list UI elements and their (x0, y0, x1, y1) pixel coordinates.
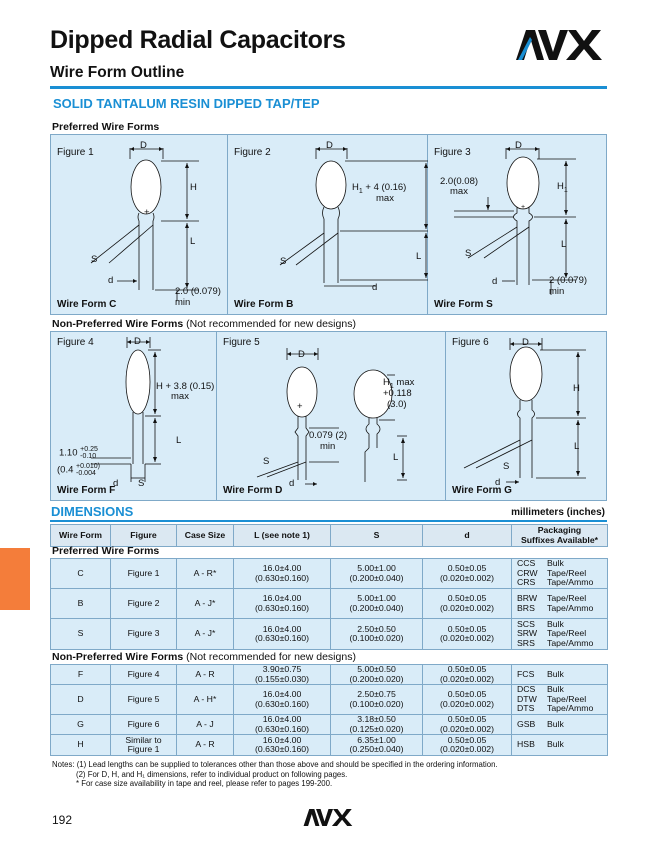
dim-d: D (298, 349, 305, 360)
cell-s: 6.35±1.00 (0.250±0.040) (331, 735, 423, 756)
col-packaging (512, 525, 608, 547)
wire-form-s-label: Wire Form S (434, 299, 493, 310)
dim-l: L (176, 435, 182, 446)
cell-l: 16.0±4.00 (0.630±0.160) (234, 589, 331, 619)
figure-2-drawing (228, 135, 428, 316)
dimensions-title: DIMENSIONS (51, 504, 134, 519)
table-row (51, 735, 608, 756)
dim-lead-d: d (372, 282, 378, 293)
cell-case-size: A - H* (177, 685, 234, 715)
nonpreferred-wire-forms-label (52, 318, 356, 330)
dim-h-max: max (171, 391, 189, 402)
figure-3-label: Figure 3 (434, 147, 471, 158)
cell-case-size: A - J (177, 715, 234, 735)
table-row (51, 715, 608, 735)
cell-l: 16.0±4.00 (0.630±0.160) (234, 619, 331, 650)
dim-h1-plus: +0.118 (383, 388, 412, 399)
col-figure: Figure (111, 525, 177, 547)
cell-l: 3.90±0.75 (0.155±0.030) (234, 665, 331, 685)
cell-s: 5.00±0.50 (0.200±0.020) (331, 665, 423, 685)
cell-l: 16.0±4.00 (0.630±0.160) (234, 715, 331, 735)
suffix-line: CRS Tape/Ammo (517, 577, 594, 588)
group-preferred-label (52, 545, 159, 557)
cell-s: 2.50±0.75 (0.100±0.020) (331, 685, 423, 715)
suffix-line: DTS Tape/Ammo (517, 703, 594, 714)
cell-suffixes (512, 619, 608, 650)
note-3: * For case size availability in tape and reel, please refer to pages 199-200. (76, 779, 333, 789)
figure-5-label: Figure 5 (223, 337, 260, 348)
cell-figure: Figure 4 (111, 665, 177, 685)
figure-3-panel (428, 135, 608, 314)
dim-lead-d: d (492, 276, 498, 287)
dim-l: L (393, 452, 399, 463)
group-nonpreferred-note: (Not recommended for new designs) (186, 651, 356, 663)
dim-h1-sub: 1 (389, 382, 394, 390)
cell-suffixes (512, 685, 608, 715)
dim-lead-d: d (108, 275, 114, 286)
dimensions-table-header (50, 524, 608, 547)
table-row (51, 559, 608, 589)
dim-h: H (573, 383, 580, 394)
dim-w1-value: 1.10 (59, 447, 78, 459)
dim-h1 (557, 181, 568, 196)
cell-s: 5.00±1.00 (0.200±0.040) (331, 589, 423, 619)
dim-l: L (561, 239, 567, 250)
dim-w2-tol-plus: +0.010) (76, 463, 100, 470)
dim-d: D (326, 140, 333, 151)
dim-lead-d: d (289, 478, 295, 489)
cell-wire-form: D (51, 685, 111, 715)
dim-lead-kink-min: min (175, 297, 191, 308)
dim-h1-sub: 1 (563, 186, 568, 194)
dim-s: S (263, 456, 270, 467)
figure-2-label: Figure 2 (234, 147, 271, 158)
note-1: Notes: (1) Lead lengths can be supplied to tolerances other than those above and should be specified in the ordering information. (52, 760, 498, 769)
dim-w1 (59, 446, 98, 460)
cell-wire-form: B (51, 589, 111, 619)
polarity-plus: + (144, 207, 150, 218)
dim-lead-d: d (495, 477, 501, 488)
cell-d: 0.50±0.05 (0.020±0.002) (423, 559, 512, 589)
col-packaging-line2: Suffixes Available* (520, 534, 599, 545)
dim-s: S (280, 256, 287, 267)
cell-l: 16.0±4.00 (0.630±0.160) (234, 685, 331, 715)
dim-h1-sub: 1 (358, 187, 363, 195)
table-row (51, 665, 608, 685)
polarity-plus: + (297, 401, 303, 412)
suffix-line: CCS Bulk (517, 558, 564, 569)
dim-s: S (138, 478, 145, 489)
figure-6-drawing (446, 332, 608, 502)
dim-top-max: max (450, 186, 468, 197)
figure-5-panel (217, 332, 446, 500)
cell-wire-form: C (51, 559, 111, 589)
dim-h-expr: H + 3.8 (0.15) (156, 381, 215, 392)
dim-lead-kink: 2 (0.079) (549, 275, 588, 286)
header-rule (50, 86, 607, 89)
cell-d: 0.50±0.05 (0.020±0.002) (423, 685, 512, 715)
dim-d: D (140, 140, 147, 151)
cell-suffixes (512, 589, 608, 619)
col-d: d (423, 525, 512, 547)
dim-s: S (465, 248, 472, 259)
cell-s: 3.18±0.50 (0.125±0.020) (331, 715, 423, 735)
section-tab (0, 548, 30, 610)
note-2: (2) For D, H, and H₁ dimensions, refer to individual product on following pages. (76, 769, 348, 779)
col-s: S (331, 525, 423, 547)
cell-suffixes (512, 735, 608, 756)
cell-case-size: A - R (177, 665, 234, 685)
group-preferred-text: Preferred Wire Forms (52, 545, 160, 557)
cell-suffixes (512, 665, 608, 685)
col-l: L (see note 1) (234, 525, 331, 547)
cell-case-size: A - J* (177, 589, 234, 619)
table-row (51, 619, 608, 650)
suffix-line: FCS Bulk (517, 668, 564, 679)
col-packaging-line1: Packaging (537, 525, 582, 536)
col-case-size: Case Size (177, 525, 234, 547)
figure-4-label: Figure 4 (57, 337, 94, 348)
cell-figure: Figure 6 (111, 715, 177, 735)
figure-2-panel (228, 135, 428, 314)
nonpreferred-figures-row (50, 331, 607, 501)
page-number: 192 (52, 813, 73, 827)
nonpreferred-label-bold: Non-Preferred Wire Forms (52, 318, 184, 330)
dim-d: D (515, 140, 522, 151)
dim-lead-kink: 2.0 (0.079) (175, 286, 221, 297)
cell-case-size: A - J* (177, 619, 234, 650)
section-heading: SOLID TANTALUM RESIN DIPPED TAP/TEP (53, 96, 320, 111)
wire-form-d-label: Wire Form D (223, 485, 283, 496)
dim-kink: 0.079 (2) (309, 430, 348, 441)
dim-lead-kink-min: min (549, 286, 565, 297)
cell-case-size: A - R (177, 735, 234, 756)
table-row (51, 685, 608, 715)
cell-d: 0.50±0.05 (0.020±0.002) (423, 735, 512, 756)
figure-4-panel (51, 332, 217, 500)
cell-s: 5.00±1.00 (0.200±0.040) (331, 559, 423, 589)
suffix-line: DTW Tape/Reel (517, 693, 587, 704)
dim-d: D (522, 337, 529, 348)
figure-6-panel (446, 332, 608, 500)
cell-figure: Figure 1 (111, 559, 177, 589)
page-subtitle: Wire Form Outline (50, 64, 185, 81)
cell-l: 16.0±4.00 (0.630±0.160) (234, 735, 331, 756)
cell-s: 2.50±0.50 (0.100±0.020) (331, 619, 423, 650)
group-nonpreferred-text: Non-Preferred Wire Forms (52, 651, 184, 663)
dim-kink-min: min (320, 441, 336, 452)
cell-wire-form: G (51, 715, 111, 735)
group-nonpreferred-label (52, 651, 356, 663)
cell-d: 0.50±0.05 (0.020±0.002) (423, 715, 512, 735)
suffix-line: HSB Bulk (517, 739, 564, 750)
dim-w1-tol-plus: +0.25 (80, 446, 98, 453)
suffix-line: CRW Tape/Reel (517, 567, 587, 578)
cell-wire-form: F (51, 665, 111, 685)
figure-6-label: Figure 6 (452, 337, 489, 348)
figure-1-label: Figure 1 (57, 147, 94, 158)
suffix-line: SCS Bulk (517, 618, 564, 629)
dim-h1-h: H (352, 182, 359, 193)
dim-h1-h: H (557, 181, 564, 192)
dim-h1-expr-text: + 4 (0.16) (362, 182, 407, 193)
cell-d: 0.50±0.05 (0.020±0.002) (423, 619, 512, 650)
cell-figure: Figure 5 (111, 685, 177, 715)
cell-figure: Figure 3 (111, 619, 177, 650)
nonpreferred-note: (Not recommended for new designs) (186, 318, 356, 330)
dimensions-units: millimeters (inches) (511, 507, 605, 518)
table-row (51, 589, 608, 619)
page-title: Dipped Radial Capacitors (50, 26, 346, 54)
dim-h1-h: H (383, 377, 390, 388)
dim-w2 (57, 463, 100, 477)
cell-figure: Similar to Figure 1 (111, 735, 177, 756)
dim-w1-tol-minus: -0.10 (80, 453, 97, 460)
dim-h1-mm: (3.0) (387, 399, 407, 410)
polarity-plus: + (521, 204, 526, 211)
dimensions-header (50, 506, 607, 522)
suffix-line: BRW Tape/Reel (517, 593, 587, 604)
dim-h1-max-text: max (393, 377, 415, 388)
avx-logo (516, 30, 604, 60)
cell-l: 16.0±4.00 (0.630±0.160) (234, 559, 331, 589)
suffix-line: SRW Tape/Reel (517, 628, 587, 639)
cell-suffixes (512, 715, 608, 735)
nonpreferred-dimensions-table (50, 664, 608, 756)
figure-3-drawing (428, 135, 608, 316)
footer-avx-logo (301, 809, 356, 826)
dim-lead-d: d (113, 478, 119, 489)
dim-s: S (91, 254, 98, 265)
cell-wire-form: H (51, 735, 111, 756)
dim-l: L (416, 251, 422, 262)
dim-w2-value: (0.4 (57, 464, 74, 476)
cell-case-size: A - R* (177, 559, 234, 589)
dim-w2-tol-minus: -0.004 (76, 470, 96, 477)
col-wire-form: Wire Form (51, 525, 111, 547)
table-header-row (51, 525, 608, 547)
cell-figure: Figure 2 (111, 589, 177, 619)
wire-form-f-label: Wire Form F (57, 485, 116, 496)
preferred-figures-row (50, 134, 607, 315)
cell-d: 0.50±0.05 (0.020±0.002) (423, 665, 512, 685)
dim-s: S (503, 461, 510, 472)
suffix-line: SRS Tape/Ammo (517, 637, 594, 648)
wire-form-b-label: Wire Form B (234, 299, 294, 310)
wire-form-c-label: Wire Form C (57, 299, 117, 310)
preferred-wire-forms-label: Preferred Wire Forms (52, 121, 160, 133)
dim-h1-max: max (376, 193, 394, 204)
preferred-dimensions-table (50, 558, 608, 650)
dim-l: L (190, 236, 196, 247)
suffix-line: DCS Bulk (517, 684, 564, 695)
suffix-line: GSB Bulk (517, 718, 564, 729)
cell-d: 0.50±0.05 (0.020±0.002) (423, 589, 512, 619)
figure-5-drawing (217, 332, 446, 502)
cell-wire-form: S (51, 619, 111, 650)
dim-h: H (190, 182, 197, 193)
dim-top: 2.0(0.08) (440, 176, 479, 187)
cell-suffixes (512, 559, 608, 589)
suffix-line: BRS Tape/Ammo (517, 602, 594, 613)
notes (52, 760, 498, 789)
figure-1-panel (51, 135, 228, 314)
dim-d: D (134, 336, 141, 347)
wire-form-g-label: Wire Form G (452, 485, 512, 496)
dim-l: L (574, 441, 580, 452)
